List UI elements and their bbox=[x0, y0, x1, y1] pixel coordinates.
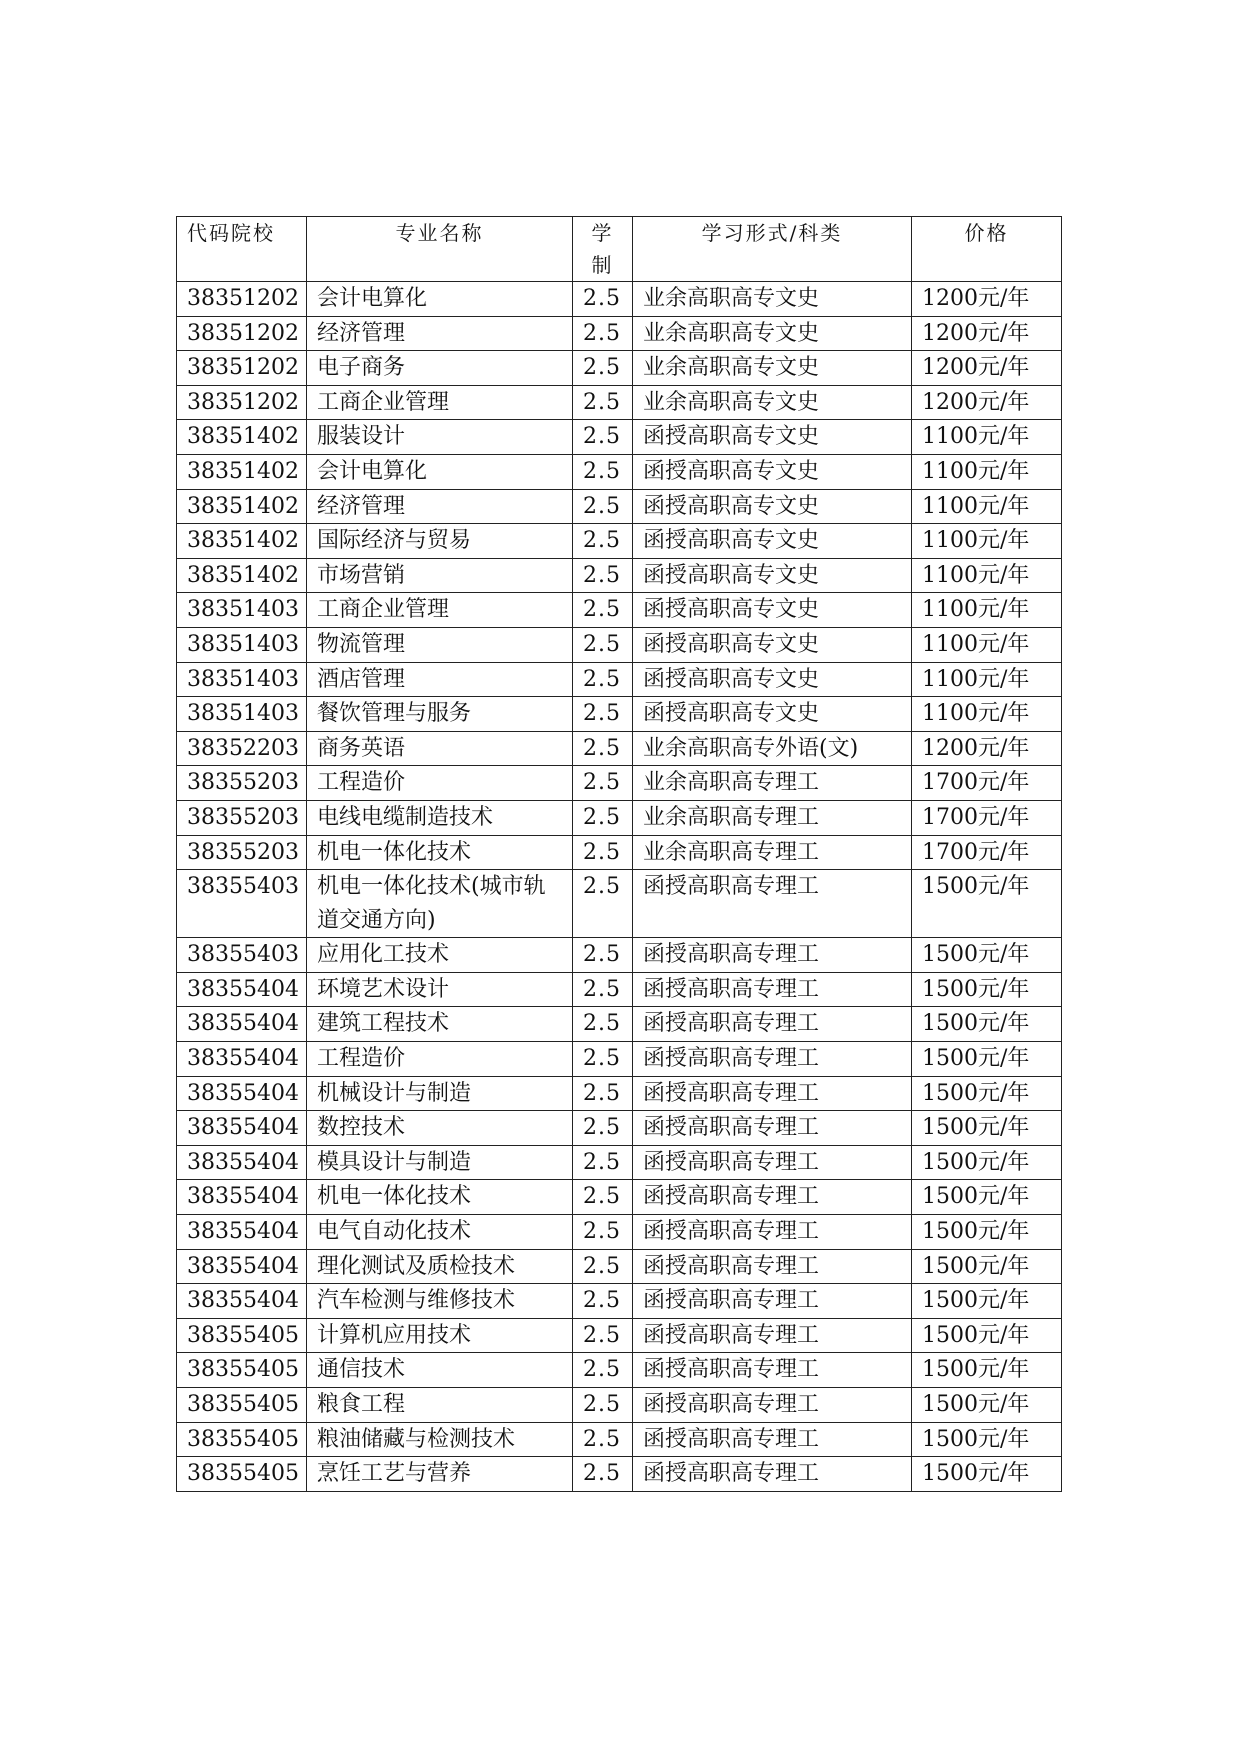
cell-price: 1100元/年 bbox=[912, 593, 1062, 628]
cell-price: 1200元/年 bbox=[912, 731, 1062, 766]
table-row bbox=[177, 731, 1062, 766]
cell-form: 业余高职高专文史 bbox=[633, 282, 912, 317]
cell-code: 38351402 bbox=[177, 524, 307, 559]
header-major: 专业名称 bbox=[307, 217, 573, 282]
table-row bbox=[177, 835, 1062, 870]
cell-price: 1500元/年 bbox=[912, 1388, 1062, 1423]
cell-price: 1700元/年 bbox=[912, 766, 1062, 801]
table-row bbox=[177, 593, 1062, 628]
cell-duration: 2.5 bbox=[573, 870, 633, 938]
cell-major: 粮油储藏与检测技术 bbox=[307, 1422, 573, 1457]
cell-code: 38355203 bbox=[177, 835, 307, 870]
table-row bbox=[177, 870, 1062, 938]
cell-major: 机电一体化技术 bbox=[307, 835, 573, 870]
cell-duration: 2.5 bbox=[573, 524, 633, 559]
cell-duration: 2.5 bbox=[573, 593, 633, 628]
cell-duration: 2.5 bbox=[573, 731, 633, 766]
cell-code: 38351202 bbox=[177, 282, 307, 317]
cell-form: 函授高职高专理工 bbox=[633, 1353, 912, 1388]
cell-code: 38351402 bbox=[177, 489, 307, 524]
cell-code: 38351403 bbox=[177, 593, 307, 628]
cell-form: 函授高职高专理工 bbox=[633, 1422, 912, 1457]
cell-code: 38355403 bbox=[177, 870, 307, 938]
cell-code: 38351402 bbox=[177, 454, 307, 489]
cell-code: 38355404 bbox=[177, 1145, 307, 1180]
header-form: 学习形式/科类 bbox=[633, 217, 912, 282]
cell-price: 1500元/年 bbox=[912, 1215, 1062, 1250]
cell-code: 38355403 bbox=[177, 938, 307, 973]
table-row bbox=[177, 1111, 1062, 1146]
cell-form: 函授高职高专文史 bbox=[633, 662, 912, 697]
cell-form: 函授高职高专理工 bbox=[633, 870, 912, 938]
cell-duration: 2.5 bbox=[573, 351, 633, 386]
cell-price: 1700元/年 bbox=[912, 800, 1062, 835]
table-row bbox=[177, 1042, 1062, 1077]
cell-duration: 2.5 bbox=[573, 385, 633, 420]
cell-major: 烹饪工艺与营养 bbox=[307, 1457, 573, 1492]
cell-code: 38351202 bbox=[177, 316, 307, 351]
table-row bbox=[177, 938, 1062, 973]
cell-major: 工商企业管理 bbox=[307, 385, 573, 420]
cell-price: 1500元/年 bbox=[912, 972, 1062, 1007]
program-table bbox=[176, 216, 1062, 1492]
header-duration bbox=[573, 217, 633, 282]
cell-duration: 2.5 bbox=[573, 800, 633, 835]
cell-form: 函授高职高专理工 bbox=[633, 1042, 912, 1077]
cell-form: 业余高职高专理工 bbox=[633, 800, 912, 835]
cell-major: 市场营销 bbox=[307, 558, 573, 593]
cell-duration: 2.5 bbox=[573, 454, 633, 489]
cell-duration: 2.5 bbox=[573, 835, 633, 870]
cell-major: 电气自动化技术 bbox=[307, 1215, 573, 1250]
cell-code: 38351202 bbox=[177, 385, 307, 420]
cell-form: 函授高职高专文史 bbox=[633, 697, 912, 732]
cell-form: 业余高职高专理工 bbox=[633, 766, 912, 801]
cell-price: 1500元/年 bbox=[912, 1353, 1062, 1388]
table-row bbox=[177, 1076, 1062, 1111]
cell-code: 38355404 bbox=[177, 1042, 307, 1077]
table-row bbox=[177, 420, 1062, 455]
cell-major: 粮食工程 bbox=[307, 1388, 573, 1423]
cell-duration: 2.5 bbox=[573, 697, 633, 732]
cell-duration: 2.5 bbox=[573, 1111, 633, 1146]
cell-code: 38355404 bbox=[177, 1249, 307, 1284]
cell-major: 电子商务 bbox=[307, 351, 573, 386]
cell-form: 函授高职高专文史 bbox=[633, 420, 912, 455]
cell-major: 理化测试及质检技术 bbox=[307, 1249, 573, 1284]
cell-code: 38355404 bbox=[177, 1180, 307, 1215]
cell-duration: 2.5 bbox=[573, 1388, 633, 1423]
table-row bbox=[177, 972, 1062, 1007]
cell-duration: 2.5 bbox=[573, 282, 633, 317]
cell-price: 1500元/年 bbox=[912, 870, 1062, 938]
table-row bbox=[177, 489, 1062, 524]
cell-form: 函授高职高专文史 bbox=[633, 558, 912, 593]
cell-major: 电线电缆制造技术 bbox=[307, 800, 573, 835]
cell-price: 1500元/年 bbox=[912, 1180, 1062, 1215]
cell-form: 函授高职高专文史 bbox=[633, 524, 912, 559]
cell-form: 业余高职高专文史 bbox=[633, 351, 912, 386]
table-row bbox=[177, 1215, 1062, 1250]
cell-duration: 2.5 bbox=[573, 1318, 633, 1353]
cell-major: 餐饮管理与服务 bbox=[307, 697, 573, 732]
cell-code: 38355404 bbox=[177, 1007, 307, 1042]
cell-form: 业余高职高专理工 bbox=[633, 835, 912, 870]
cell-code: 38352203 bbox=[177, 731, 307, 766]
cell-major: 模具设计与制造 bbox=[307, 1145, 573, 1180]
header-code: 代码院校 bbox=[177, 217, 307, 282]
cell-price: 1200元/年 bbox=[912, 316, 1062, 351]
cell-price: 1500元/年 bbox=[912, 1422, 1062, 1457]
cell-code: 38351403 bbox=[177, 662, 307, 697]
cell-major: 服装设计 bbox=[307, 420, 573, 455]
cell-duration: 2.5 bbox=[573, 1353, 633, 1388]
table-row bbox=[177, 1180, 1062, 1215]
cell-price: 1100元/年 bbox=[912, 454, 1062, 489]
cell-form: 函授高职高专理工 bbox=[633, 1007, 912, 1042]
cell-code: 38355203 bbox=[177, 766, 307, 801]
cell-price: 1500元/年 bbox=[912, 1249, 1062, 1284]
cell-duration: 2.5 bbox=[573, 558, 633, 593]
header-duration-line2: 制 bbox=[591, 253, 614, 277]
cell-major: 工程造价 bbox=[307, 1042, 573, 1077]
cell-form: 函授高职高专理工 bbox=[633, 1249, 912, 1284]
cell-form: 函授高职高专理工 bbox=[633, 1318, 912, 1353]
cell-price: 1500元/年 bbox=[912, 1457, 1062, 1492]
cell-form: 函授高职高专文史 bbox=[633, 627, 912, 662]
cell-code: 38351202 bbox=[177, 351, 307, 386]
cell-price: 1500元/年 bbox=[912, 1284, 1062, 1319]
cell-major: 酒店管理 bbox=[307, 662, 573, 697]
cell-price: 1500元/年 bbox=[912, 1076, 1062, 1111]
header-price: 价格 bbox=[912, 217, 1062, 282]
table-row bbox=[177, 800, 1062, 835]
cell-duration: 2.5 bbox=[573, 316, 633, 351]
cell-form: 函授高职高专理工 bbox=[633, 972, 912, 1007]
cell-form: 函授高职高专文史 bbox=[633, 593, 912, 628]
cell-major: 汽车检测与维修技术 bbox=[307, 1284, 573, 1319]
cell-major: 经济管理 bbox=[307, 489, 573, 524]
cell-form: 业余高职高专文史 bbox=[633, 316, 912, 351]
cell-code: 38355405 bbox=[177, 1388, 307, 1423]
cell-duration: 2.5 bbox=[573, 1215, 633, 1250]
cell-duration: 2.5 bbox=[573, 938, 633, 973]
cell-price: 1100元/年 bbox=[912, 524, 1062, 559]
table-row bbox=[177, 1388, 1062, 1423]
cell-code: 38355404 bbox=[177, 972, 307, 1007]
table-row bbox=[177, 1007, 1062, 1042]
cell-duration: 2.5 bbox=[573, 420, 633, 455]
cell-major: 商务英语 bbox=[307, 731, 573, 766]
cell-price: 1500元/年 bbox=[912, 938, 1062, 973]
cell-price: 1100元/年 bbox=[912, 627, 1062, 662]
cell-code: 38351403 bbox=[177, 697, 307, 732]
cell-duration: 2.5 bbox=[573, 662, 633, 697]
table-row bbox=[177, 524, 1062, 559]
table-header-row bbox=[177, 217, 1062, 282]
cell-form: 函授高职高专文史 bbox=[633, 489, 912, 524]
cell-major: 国际经济与贸易 bbox=[307, 524, 573, 559]
table-row bbox=[177, 385, 1062, 420]
cell-major: 计算机应用技术 bbox=[307, 1318, 573, 1353]
cell-major: 建筑工程技术 bbox=[307, 1007, 573, 1042]
cell-duration: 2.5 bbox=[573, 1007, 633, 1042]
cell-duration: 2.5 bbox=[573, 1180, 633, 1215]
cell-code: 38355404 bbox=[177, 1284, 307, 1319]
cell-major: 会计电算化 bbox=[307, 454, 573, 489]
cell-duration: 2.5 bbox=[573, 1042, 633, 1077]
table-row bbox=[177, 282, 1062, 317]
cell-duration: 2.5 bbox=[573, 627, 633, 662]
cell-price: 1500元/年 bbox=[912, 1111, 1062, 1146]
table-row bbox=[177, 1249, 1062, 1284]
cell-form: 函授高职高专理工 bbox=[633, 1457, 912, 1492]
cell-duration: 2.5 bbox=[573, 1422, 633, 1457]
table-row bbox=[177, 1284, 1062, 1319]
cell-price: 1200元/年 bbox=[912, 385, 1062, 420]
cell-price: 1500元/年 bbox=[912, 1145, 1062, 1180]
cell-price: 1100元/年 bbox=[912, 662, 1062, 697]
cell-price: 1500元/年 bbox=[912, 1042, 1062, 1077]
cell-form: 函授高职高专理工 bbox=[633, 1284, 912, 1319]
cell-form: 业余高职高专外语(文) bbox=[633, 731, 912, 766]
cell-duration: 2.5 bbox=[573, 766, 633, 801]
table-row bbox=[177, 1457, 1062, 1492]
table-row bbox=[177, 766, 1062, 801]
cell-price: 1500元/年 bbox=[912, 1318, 1062, 1353]
cell-form: 函授高职高专理工 bbox=[633, 1180, 912, 1215]
cell-major: 物流管理 bbox=[307, 627, 573, 662]
cell-major: 工程造价 bbox=[307, 766, 573, 801]
cell-code: 38355203 bbox=[177, 800, 307, 835]
cell-major: 机械设计与制造 bbox=[307, 1076, 573, 1111]
cell-duration: 2.5 bbox=[573, 1284, 633, 1319]
cell-code: 38355405 bbox=[177, 1318, 307, 1353]
cell-major: 工商企业管理 bbox=[307, 593, 573, 628]
cell-price: 1100元/年 bbox=[912, 420, 1062, 455]
table-row bbox=[177, 558, 1062, 593]
cell-major: 环境艺术设计 bbox=[307, 972, 573, 1007]
table-row bbox=[177, 697, 1062, 732]
cell-major: 通信技术 bbox=[307, 1353, 573, 1388]
cell-duration: 2.5 bbox=[573, 1249, 633, 1284]
cell-form: 函授高职高专理工 bbox=[633, 1388, 912, 1423]
cell-form: 函授高职高专理工 bbox=[633, 1076, 912, 1111]
cell-price: 1100元/年 bbox=[912, 697, 1062, 732]
cell-duration: 2.5 bbox=[573, 1457, 633, 1492]
cell-major: 会计电算化 bbox=[307, 282, 573, 317]
table-row bbox=[177, 1353, 1062, 1388]
cell-form: 函授高职高专理工 bbox=[633, 1145, 912, 1180]
cell-form: 业余高职高专文史 bbox=[633, 385, 912, 420]
cell-code: 38355404 bbox=[177, 1076, 307, 1111]
cell-price: 1100元/年 bbox=[912, 558, 1062, 593]
cell-major: 机电一体化技术 bbox=[307, 1180, 573, 1215]
cell-code: 38351402 bbox=[177, 558, 307, 593]
cell-duration: 2.5 bbox=[573, 972, 633, 1007]
cell-form: 函授高职高专文史 bbox=[633, 454, 912, 489]
cell-price: 1200元/年 bbox=[912, 282, 1062, 317]
table-row bbox=[177, 662, 1062, 697]
table-row bbox=[177, 351, 1062, 386]
cell-code: 38355405 bbox=[177, 1422, 307, 1457]
cell-code: 38351403 bbox=[177, 627, 307, 662]
cell-code: 38355404 bbox=[177, 1215, 307, 1250]
cell-price: 1500元/年 bbox=[912, 1007, 1062, 1042]
cell-duration: 2.5 bbox=[573, 489, 633, 524]
cell-price: 1100元/年 bbox=[912, 489, 1062, 524]
header-duration-line1: 学 bbox=[591, 221, 614, 245]
cell-code: 38355405 bbox=[177, 1353, 307, 1388]
table-row bbox=[177, 316, 1062, 351]
cell-form: 函授高职高专理工 bbox=[633, 1215, 912, 1250]
cell-form: 函授高职高专理工 bbox=[633, 1111, 912, 1146]
cell-major: 机电一体化技术(城市轨道交通方向) bbox=[307, 870, 573, 938]
cell-major: 数控技术 bbox=[307, 1111, 573, 1146]
cell-price: 1700元/年 bbox=[912, 835, 1062, 870]
cell-major: 应用化工技术 bbox=[307, 938, 573, 973]
table-row bbox=[177, 1422, 1062, 1457]
cell-code: 38355405 bbox=[177, 1457, 307, 1492]
cell-code: 38351402 bbox=[177, 420, 307, 455]
cell-duration: 2.5 bbox=[573, 1076, 633, 1111]
cell-form: 函授高职高专理工 bbox=[633, 938, 912, 973]
cell-duration: 2.5 bbox=[573, 1145, 633, 1180]
table-row bbox=[177, 454, 1062, 489]
table-row bbox=[177, 627, 1062, 662]
table-row bbox=[177, 1318, 1062, 1353]
table-row bbox=[177, 1145, 1062, 1180]
cell-major: 经济管理 bbox=[307, 316, 573, 351]
cell-price: 1200元/年 bbox=[912, 351, 1062, 386]
cell-code: 38355404 bbox=[177, 1111, 307, 1146]
